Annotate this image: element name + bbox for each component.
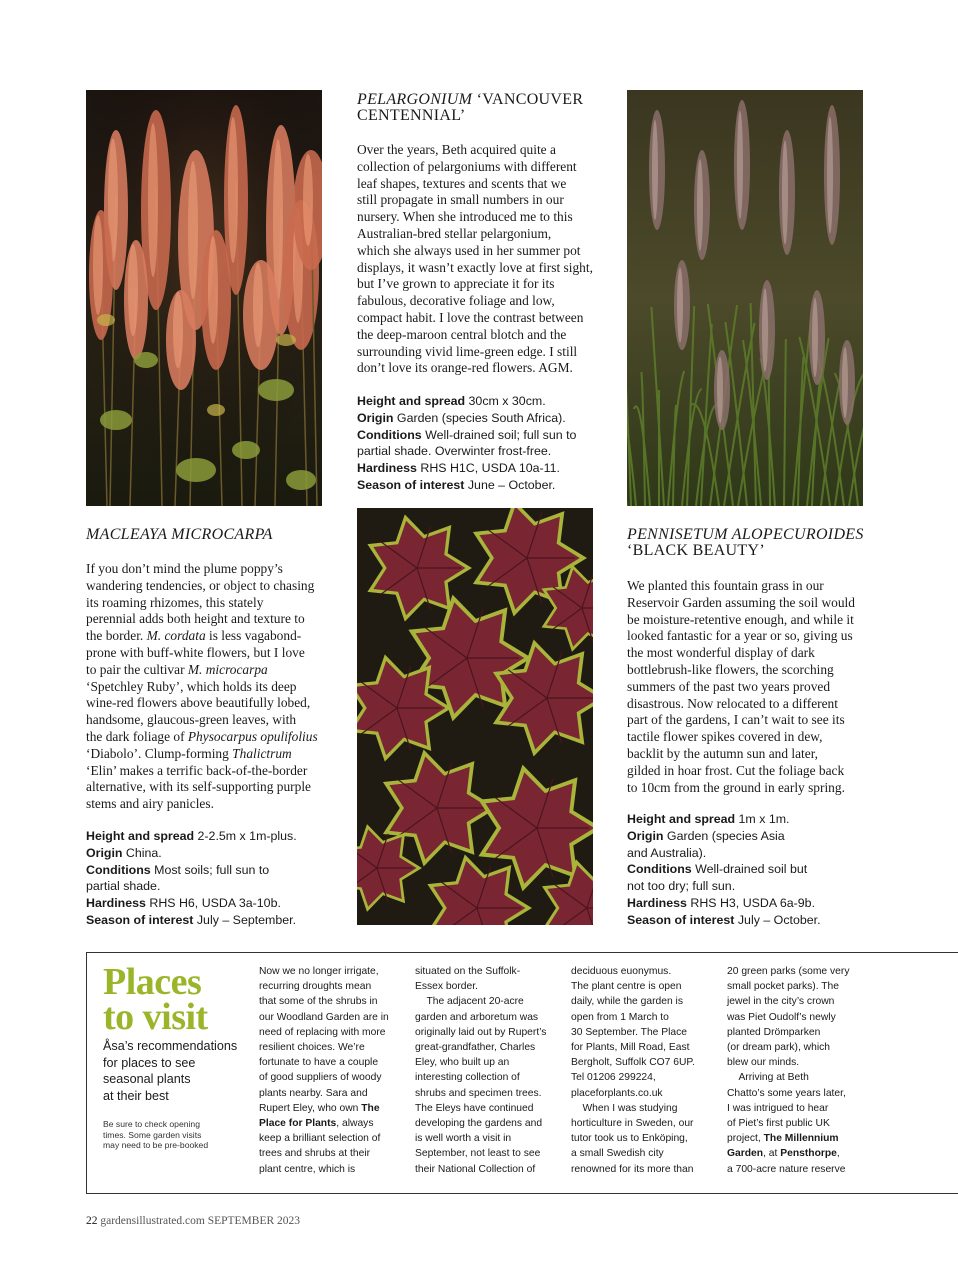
macleaya-title: MACLEAYA MICROCARPA	[86, 526, 273, 543]
fact-label: Conditions	[627, 862, 692, 877]
pennisetum-facts	[627, 811, 887, 929]
column-line	[259, 964, 404, 979]
fact-row	[86, 862, 336, 879]
column-line: small pocket parks). The	[727, 981, 839, 993]
body-line: surrounding vivid lime-green edge. I still	[357, 343, 578, 359]
body-line	[86, 779, 336, 796]
fact-value: June – October.	[464, 477, 556, 492]
spike-highlight	[842, 347, 848, 418]
places-column-4	[727, 964, 872, 1177]
body-line: gilded in hoar frost. Cut the foliage back	[627, 762, 845, 778]
body-line: the most wonderful display of dark	[627, 645, 815, 661]
fact-row	[86, 878, 336, 895]
body-line	[86, 595, 336, 612]
fact-value: 2-2.5m x 1m-plus.	[194, 829, 297, 843]
column-line: Eley, who built up an	[415, 1057, 510, 1069]
column-line	[259, 1055, 404, 1070]
fact-value: Well-drained soil; full sun to	[421, 427, 577, 442]
fact-row	[86, 828, 336, 845]
fact-label: Hardiness	[86, 896, 146, 911]
body-line: compact habit. I love the contrast between	[357, 309, 584, 325]
body-line: We planted this fountain grass in our	[627, 578, 824, 593]
text-segment: ‘Diabolo’. Clump-forming	[86, 745, 233, 761]
text-segment: Rupert Eley, who own	[259, 1102, 362, 1114]
column-line	[727, 1146, 872, 1161]
body-line	[86, 729, 336, 746]
bold-name: Garden	[727, 1148, 764, 1160]
fact-row	[627, 828, 887, 845]
body-line	[86, 578, 336, 595]
spike-highlight	[652, 120, 658, 220]
text-segment: its roaming rhizomes, this stately	[86, 594, 264, 610]
macleaya-photo	[86, 90, 322, 506]
places-column-1	[259, 964, 404, 1177]
column-line	[727, 1131, 872, 1146]
body-line: backlit by the autumn sun and later,	[627, 745, 818, 761]
body-line: be moisture-retentive enough, and while it	[627, 611, 854, 627]
body-line: don’t love its orange-red flowers. AGM.	[357, 360, 573, 376]
body-line: Over the years, Beth acquired quite a	[357, 142, 556, 157]
body-line: collection of pelargoniums with different	[357, 158, 577, 174]
column-line: a 700-acre nature reserve	[727, 1163, 846, 1175]
column-line: of Piet’s first public UK	[727, 1118, 830, 1130]
fact-row	[627, 878, 887, 895]
fact-label: Hardiness	[627, 895, 687, 910]
intro-line: at their best	[103, 1088, 169, 1103]
text-segment: wine-red flowers above beautifully lobed,	[86, 695, 311, 711]
body-line: Australian-bred stellar pelargonium,	[357, 225, 552, 241]
column-line: their National Collection of	[415, 1163, 536, 1175]
column-line: When I was studying	[571, 1102, 678, 1114]
column-line: daily, while the garden is	[571, 996, 683, 1008]
spike-highlight	[677, 268, 683, 343]
column-line: Tel 01206 299224,	[571, 1072, 656, 1084]
column-line	[259, 1070, 404, 1085]
column-line: for Plants, Mill Road, East	[571, 1042, 690, 1054]
column-line	[259, 1086, 404, 1101]
fact-label: Origin	[627, 828, 664, 843]
pennisetum-title: PENNISETUM ALOPECUROIDES ‘BLACK BEAUTY’	[627, 526, 864, 559]
fact-row	[627, 861, 887, 878]
fact-value: 30cm x 30cm.	[465, 394, 546, 408]
fact-label: Conditions	[86, 862, 151, 877]
note-line: times. Some garden visits	[103, 1129, 202, 1140]
italic-name: M. cordata	[146, 628, 206, 644]
text-segment: that some of the shrubs in	[259, 996, 378, 1008]
body-line	[86, 712, 336, 729]
note-line: Be sure to check opening	[103, 1119, 200, 1129]
page-footer	[86, 1215, 300, 1227]
fact-value: July – September.	[193, 912, 297, 927]
note-line: may need to be pre-booked	[103, 1140, 209, 1150]
places-column-2	[415, 964, 560, 1177]
column-line	[259, 1116, 404, 1131]
text-segment: recurring droughts mean	[259, 981, 372, 993]
body-line: to 10cm from the ground in early spring.	[627, 779, 845, 795]
column-line: tutor took us to Enköping,	[571, 1133, 688, 1145]
fact-row	[627, 845, 887, 862]
body-line: nursery. When she introduced me to this	[357, 209, 573, 225]
pelargonium-photo	[357, 508, 593, 925]
text-segment: project,	[727, 1133, 764, 1145]
body-line: tactile flower spikes covered in dew,	[627, 729, 823, 745]
intro-line: for places to see	[103, 1055, 196, 1070]
body-line: looked fantastic for a year or so, giving us	[627, 628, 853, 644]
text-segment: prone with buff-white flowers, but I love	[86, 644, 305, 660]
column-line: jewel in the city’s crown	[727, 996, 835, 1008]
fact-value: July – October.	[734, 912, 821, 927]
text-segment: wandering tendencies, or object to chasing	[86, 577, 315, 593]
fact-label: Origin	[86, 845, 123, 860]
intro-line: seasonal plants	[103, 1072, 191, 1086]
fact-row	[86, 845, 336, 862]
column-line: horticulture in Sweden, our	[571, 1118, 694, 1130]
page-number: 22	[86, 1215, 98, 1227]
macleaya-facts	[86, 828, 336, 929]
text-segment: If you don’t mind the plume poppy’s	[86, 561, 283, 576]
column-line: open from 1 March to	[571, 1011, 669, 1023]
column-line: Arriving at Beth	[727, 1072, 809, 1084]
fact-label: Season of interest	[86, 912, 194, 927]
column-line: originally laid out by Rupert’s	[415, 1026, 547, 1038]
places-note	[103, 1119, 248, 1151]
fact-label: Hardiness	[357, 461, 417, 476]
column-line: a small Swedish city	[571, 1148, 664, 1160]
column-line: great-grandfather, Charles	[415, 1042, 536, 1054]
column-line: The adjacent 20-acre	[415, 996, 524, 1008]
plume-highlight	[128, 244, 138, 336]
text-segment: plant centre, which is	[259, 1163, 356, 1175]
body-line	[86, 746, 336, 763]
column-line: situated on the Suffolk-	[415, 966, 521, 977]
spike-highlight	[737, 111, 743, 219]
intro-line: Åsa’s recommendations	[103, 1039, 238, 1053]
footer-issue: SEPTEMBER 2023	[207, 1215, 301, 1227]
fact-label: Conditions	[357, 427, 422, 442]
text-segment: handsome, glaucous-green leaves, with	[86, 712, 297, 728]
column-line: I was intrigued to hear	[727, 1102, 829, 1114]
body-line: summers of the past two years proved	[627, 678, 831, 694]
text-segment: our Woodland Garden are in	[259, 1011, 389, 1023]
column-line: The Eleys have continued	[415, 1102, 534, 1114]
column-line	[259, 1025, 404, 1040]
fact-row	[627, 912, 887, 929]
body-line	[86, 695, 336, 712]
bold-name: The	[361, 1102, 380, 1114]
body-line	[86, 679, 336, 696]
fact-row	[86, 912, 336, 929]
fact-row	[86, 895, 336, 912]
text-segment: plants nearby. Sara and	[259, 1087, 368, 1099]
column-line: was Piet Oudolf’s newly	[727, 1011, 836, 1023]
text-segment: the border.	[86, 628, 147, 644]
italic-name: Thalictrum	[232, 745, 292, 761]
fact-row	[357, 410, 607, 427]
fact-value: partial shade.	[86, 879, 161, 894]
text-segment: resilient choices. We’re	[259, 1042, 365, 1054]
body-line: which she always used in her summer pot	[357, 242, 581, 258]
text-segment: of good suppliers of woody	[259, 1072, 382, 1084]
fact-row	[357, 460, 607, 477]
column-line	[259, 1040, 404, 1055]
fact-label: Height and spread	[627, 812, 736, 826]
body-line: leaf shapes, textures and scents that we	[357, 175, 567, 191]
body-line	[86, 763, 336, 780]
places-title: Places to visit	[103, 961, 208, 1038]
body-line: bottlebrush-like flowers, the scorching	[627, 661, 834, 677]
text-segment: alternative, with its self-supporting purple	[86, 779, 311, 795]
text-segment: ,	[836, 1148, 840, 1160]
body-line	[86, 796, 336, 813]
text-segment: stems and airy panicles.	[86, 796, 214, 812]
pennisetum-photo	[627, 90, 863, 506]
column-line: The plant centre is open	[571, 981, 682, 993]
column-line: 30 September. The Place	[571, 1026, 688, 1038]
text-segment: fortunate to have a couple	[259, 1057, 379, 1069]
fact-label: Height and spread	[357, 394, 466, 408]
text-segment: , at	[763, 1148, 781, 1160]
column-line: 20 green parks (some very	[727, 966, 850, 977]
places-intro	[103, 1038, 248, 1104]
fact-value: Most soils; full sun to	[150, 862, 270, 877]
column-line: planted Drömparken	[727, 1026, 821, 1038]
column-line: (or dream park), which	[727, 1042, 830, 1054]
macleaya-body	[86, 561, 336, 813]
column-line: blew our minds.	[727, 1057, 800, 1069]
fact-value: partial shade. Overwinter frost-free.	[357, 444, 552, 459]
pelargonium-body	[357, 142, 607, 377]
plume-highlight	[148, 123, 158, 277]
text-segment: Now we no longer irrigate,	[259, 966, 379, 977]
column-line	[259, 1131, 404, 1146]
fact-row	[627, 811, 887, 828]
bold-name: Pensthorpe	[780, 1148, 837, 1160]
fact-value: RHS H1C, USDA 10a-11.	[416, 461, 560, 476]
text-segment: perennial adds both height and texture to	[86, 611, 305, 627]
plume-highlight	[228, 117, 238, 263]
text-segment: trees and shrubs at their	[259, 1148, 371, 1160]
body-line	[86, 628, 336, 645]
italic-name: M. microcarpa	[187, 661, 268, 677]
fact-row	[627, 895, 887, 912]
body-line	[86, 645, 336, 662]
fact-row	[357, 477, 607, 494]
fact-label: Height and spread	[86, 829, 195, 843]
plume-highlight	[188, 161, 198, 299]
column-line: interesting collection of	[415, 1072, 520, 1084]
text-segment: to pair the cultivar	[86, 661, 188, 677]
body-line	[86, 662, 336, 679]
fact-value: and Australia).	[627, 845, 707, 860]
text-segment: is less vagabond-	[205, 628, 302, 644]
fact-row	[357, 443, 607, 460]
bold-name: Place for Plants	[259, 1118, 337, 1130]
column-line: Bergholt, Suffolk CO7 6UP.	[571, 1057, 695, 1069]
body-line: still propagate in small numbers in our	[357, 192, 564, 208]
plume-highlight	[93, 215, 103, 315]
fact-value: Garden (species Asia	[663, 828, 785, 843]
fact-row	[357, 393, 607, 410]
column-line: deciduous euonymus.	[571, 966, 672, 977]
fact-value: Well-drained soil but	[691, 862, 808, 877]
body-line	[86, 611, 336, 628]
spike-highlight	[782, 140, 788, 244]
column-line	[259, 1162, 404, 1177]
plume-highlight	[273, 139, 283, 301]
body-line	[86, 561, 336, 578]
column-line	[259, 979, 404, 994]
spike-highlight	[827, 117, 833, 234]
bold-name: The Millennium	[763, 1133, 839, 1145]
pelargonium-title: PELARGONIUM ‘VANCOUVER CENTENNIAL’	[357, 91, 584, 124]
spike-highlight	[812, 298, 818, 377]
body-line: disastrous. Now relocated to a different	[627, 695, 838, 711]
pelargonium-facts	[357, 393, 607, 494]
fact-value: RHS H3, USDA 6a-9b.	[686, 895, 816, 910]
fact-value: RHS H6, USDA 3a-10b.	[145, 896, 281, 911]
fact-value: 1m x 1m.	[735, 812, 790, 826]
places-column-3	[571, 964, 716, 1177]
text-segment: the dark foliage of	[86, 728, 188, 744]
fact-label: Season of interest	[357, 477, 465, 492]
column-line: is well worth a visit in	[415, 1133, 512, 1145]
fact-label: Season of interest	[627, 912, 735, 927]
text-segment: , always	[336, 1118, 374, 1130]
text-segment: keep a brilliant selection of	[259, 1133, 381, 1145]
plume-highlight	[173, 292, 183, 369]
fact-row	[357, 427, 607, 444]
body-line: fabulous, decorative foliage and low,	[357, 293, 555, 309]
italic-name: Physocarpus opulifolius	[187, 728, 318, 744]
plume-highlight	[253, 263, 263, 348]
column-line: placeforplants.co.uk	[571, 1087, 663, 1099]
column-line	[259, 1146, 404, 1161]
column-line	[259, 1010, 404, 1025]
column-line	[259, 994, 404, 1009]
column-line: garden and arboretum was	[415, 1011, 539, 1023]
fact-value: Garden (species South Africa).	[393, 410, 566, 425]
column-line	[259, 1101, 404, 1116]
text-segment: need of replacing with more	[259, 1026, 386, 1038]
spike-highlight	[762, 288, 768, 371]
fact-value: China.	[122, 845, 162, 860]
column-line: Essex border.	[415, 981, 478, 993]
column-line: shrubs and specimen trees.	[415, 1087, 542, 1099]
fact-value: not too dry; full sun.	[627, 879, 736, 894]
column-line: developing the gardens and	[415, 1118, 543, 1130]
fact-label: Origin	[357, 410, 394, 425]
body-line: the deep-maroon central blotch and the	[357, 326, 567, 342]
body-line: displays, it wasn’t exactly love at first sight,	[357, 259, 593, 275]
spike-highlight	[717, 357, 723, 424]
footer-site: gardensillustrated.com	[100, 1215, 205, 1227]
column-line: September, not least to see	[415, 1148, 541, 1160]
text-segment: ‘Elin’ makes a terrific back-of-the-border	[86, 762, 308, 778]
column-line: Chatto’s some years later,	[727, 1087, 846, 1099]
plume-highlight	[208, 236, 218, 344]
body-line: Reservoir Garden assuming the soil would	[627, 594, 855, 610]
body-line: part of the gardens, I can’t wait to see its	[627, 712, 845, 728]
text-segment: ‘Spetchley Ruby’, which holds its deep	[86, 678, 297, 694]
column-line: renowned for its more than	[571, 1163, 694, 1175]
body-line: but I’ve grown to appreciate it for its	[357, 276, 555, 292]
pennisetum-body	[627, 578, 887, 796]
plume-highlight	[303, 154, 313, 246]
spike-highlight	[697, 159, 703, 251]
